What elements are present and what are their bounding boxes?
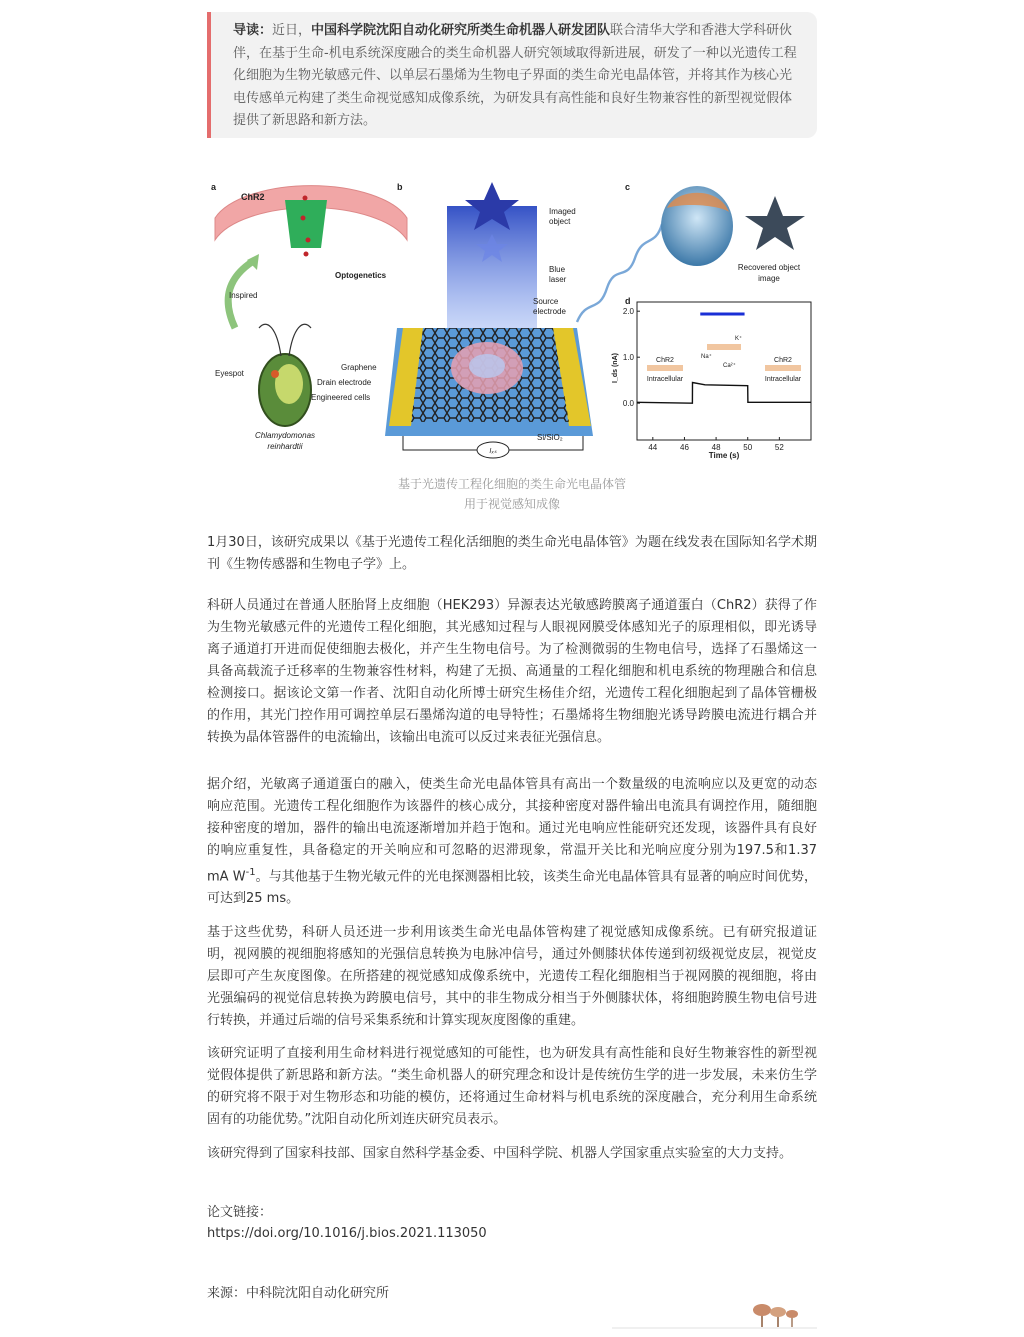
label-eyespot: Eyespot bbox=[215, 369, 244, 378]
star-icon bbox=[745, 196, 805, 250]
x-tick-label: 52 bbox=[774, 443, 784, 452]
ion-na: Na⁺ bbox=[701, 354, 712, 360]
tree-icon bbox=[612, 1300, 817, 1330]
caption-line-1: 基于光遗传工程化细胞的类生命光电晶体管 bbox=[397, 477, 626, 491]
lead-text: 联合清华大学和香港大学科研伙伴，在基于生命-机电系统深度融合的类生命机器人研究领域取得新进展，研发了一种以光遗传工程化细胞为生物光敏感元件、以单层石墨烯为生物电子界面的类生命光电晶体管，并将其作为核心光电传感单元构建了类生命视觉感知成像系统，为研发具有高性能和良好生物兼容性的新型视觉假体提供了新思路和新方法。 bbox=[233, 23, 797, 128]
ion-dot bbox=[301, 216, 306, 221]
y-tick-label: 1.0 bbox=[622, 353, 634, 363]
cell-nucleus-shape bbox=[469, 354, 505, 378]
membrane-mini-shape bbox=[765, 365, 801, 371]
link-label: 论文链接： bbox=[207, 1205, 273, 1220]
caption-line-2: 用于视觉感知成像 bbox=[463, 497, 560, 511]
paragraph-5: 该研究证明了直接利用生命材料进行视觉感知的可能性，也为研发具有高性能和良好生物兼容性的新型视觉假体提供了新思路和新方法。“类生命机器人的研究理念和设计是传统仿生学的进一步发展，未来仿生学的研究将不限于对生物形态和功能的模仿，还将通过生命材料与机电系统的深度融合，充分利用生命系统固有的功能优势。”沈阳自动化所刘连庆研究员表示。 bbox=[207, 1046, 817, 1127]
label-inspired: Inspired bbox=[229, 291, 258, 300]
paragraph-6: 该研究得到了国家科技部、国家自然科学基金委、中国科学院、机器人学国家重点实验室的大力支持。 bbox=[207, 1146, 793, 1161]
paragraph-3-superscript: -1 bbox=[245, 867, 256, 878]
label-imaged-1: Imaged bbox=[549, 207, 576, 216]
label-ids: Iₓₛ bbox=[489, 448, 497, 455]
label-substrate: Si/SiO₂ bbox=[537, 433, 563, 442]
label-species-1: Chlamydomonas bbox=[254, 431, 316, 440]
label-imaged-2: object bbox=[549, 217, 571, 226]
ion-dot bbox=[306, 238, 311, 243]
membrane-mini-shape bbox=[707, 344, 741, 350]
research-figure bbox=[207, 178, 817, 468]
paragraph-3-text-a: 据介绍，光敏离子通道蛋白的融入，使类生命光电晶体管具有高出一个数量级的电流响应以及更宽的动态响应范围。光遗传工程化细胞作为该器件的核心成分，其接种密度对器件输出电流具有调控作用，随细胞接种密度的增加，器件的输出电流逐渐增加并趋于饱和。通过光电响应性能研究还发现，该器件具有良好的响应重复性，具备稳定的开关响应和可忽略的迟滞现象，常温开关比和光响应度分别为197.5和1.37 mA W bbox=[207, 777, 817, 885]
ion-dot bbox=[304, 252, 309, 257]
label-blue-1: Blue bbox=[549, 265, 566, 274]
ion-dot bbox=[303, 196, 308, 201]
x-tick-label: 50 bbox=[743, 443, 753, 452]
paragraph-3 bbox=[207, 774, 817, 910]
y-tick-label: 0.0 bbox=[622, 399, 634, 409]
plot-chr2-left: ChR2 bbox=[656, 357, 674, 364]
lead-team: 中国科学院沈阳自动化研究所类生命机器人研发团队 bbox=[311, 23, 611, 38]
label-recovered-2: image bbox=[758, 274, 780, 283]
panel-label-b: b bbox=[397, 182, 403, 192]
x-tick-label: 46 bbox=[680, 443, 689, 452]
lead-box bbox=[207, 12, 817, 138]
plot-intra-left: Intracellular bbox=[646, 376, 684, 383]
paragraph-3-text-b: 。与其他基于生物光敏元件的光电探测器相比较，该类生命光电晶体管具有显著的响应时间优势，可达到25 ms。 bbox=[207, 869, 817, 907]
panel-label-a: a bbox=[211, 182, 217, 192]
plot-xlabel: Time (s) bbox=[708, 451, 740, 460]
source-line: 来源：中科院沈阳自动化研究所 bbox=[207, 1286, 390, 1301]
label-optogenetics: Optogenetics bbox=[335, 271, 387, 280]
figure-caption bbox=[207, 474, 817, 514]
label-blue-2: laser bbox=[549, 275, 567, 284]
flagellum-shape bbox=[289, 324, 311, 356]
x-tick-label: 44 bbox=[648, 443, 658, 452]
y-tick-label: 2.0 bbox=[622, 307, 634, 317]
membrane-mini-shape bbox=[647, 365, 683, 371]
label-recovered-1: Recovered object bbox=[737, 263, 801, 272]
label-cells: Engineered cells bbox=[311, 393, 371, 402]
lead-pre: 近日， bbox=[272, 23, 312, 38]
lead-label: 导读： bbox=[233, 23, 273, 38]
label-chr2: ChR2 bbox=[241, 192, 265, 202]
panel-label-c: c bbox=[625, 182, 631, 192]
label-source-1: Source bbox=[533, 297, 559, 306]
label-source-2: electrode bbox=[533, 307, 566, 316]
algae-chloroplast-shape bbox=[275, 364, 303, 404]
plot-chr2-right: ChR2 bbox=[774, 357, 792, 364]
plot-ylabel: I_ds (nA) bbox=[612, 353, 619, 383]
panel-label-d: d bbox=[625, 296, 631, 306]
x-tick-label: 48 bbox=[711, 443, 721, 452]
label-graphene: Graphene bbox=[341, 363, 377, 372]
data-series-line bbox=[637, 383, 811, 404]
plot-intra-right: Intracellular bbox=[764, 376, 802, 383]
paragraph-1: 1月30日，该研究成果以《基于光遗传工程化活细胞的类生命光电晶体管》为题在线发表在国际知名学术期刊《生物传感器和生物电子学》上。 bbox=[207, 535, 817, 572]
paragraph-2: 科研人员通过在普通人胚胎肾上皮细胞（HEK293）异源表达光敏感跨膜离子通道蛋白（ChR2）获得了作为生物光敏感元件的光遗传工程化细胞，其光感知过程与人眼视网膜受体感知光子的原理相似，即光诱导离子通道打开进而促使细胞去极化，并产生生物电信号。为了检测微弱的生物电信号，选择了石墨烯这一具备高载流子迁移率的生物兼容性材料，构建了无损、高通量的工程化细胞和机电系统的物理融合和信息检测接口。据该论文第一作者、沈阳自动化所博士研究生杨佳介绍，光遗传工程化细胞起到了晶体管栅极的作用，其光门控作用可调控单层石墨烯沟道的电导特性；石墨烯将生物细胞光诱导跨膜电流进行耦合并转换为晶体管器件的电流输出，该输出电流可以反过来表征光强信息。 bbox=[207, 598, 817, 745]
label-species-2: reinhardtii bbox=[267, 442, 303, 451]
signal-wire-shape bbox=[577, 224, 662, 322]
flagellum-shape bbox=[259, 324, 281, 356]
ion-ca: Ca²⁺ bbox=[723, 363, 736, 369]
ion-k: K⁺ bbox=[735, 336, 743, 342]
eyespot-shape bbox=[271, 370, 279, 378]
label-drain: Drain electrode bbox=[317, 378, 372, 387]
paragraph-4: 基于这些优势，科研人员还进一步利用该类生命光电晶体管构建了视觉感知成像系统。已有研究报道证明，视网膜的视细胞将感知的光强信息转换为电脉冲信号，通过外侧膝状体传递到初级视觉皮层，视觉皮层即可产生灰度图像。在所搭建的视觉感知成像系统中，光遗传工程化细胞相当于视网膜的视细胞，将由光强编码的视觉信息转换为跨膜电信号，其中的非生物成分相当于外侧膝状体，将细胞跨膜生物电信号进行转换，并通过后端的信号采集系统和计算实现灰度图像的重建。 bbox=[207, 925, 817, 1028]
paper-link[interactable]: https://doi.org/10.1016/j.bios.2021.113050 bbox=[207, 1226, 487, 1241]
